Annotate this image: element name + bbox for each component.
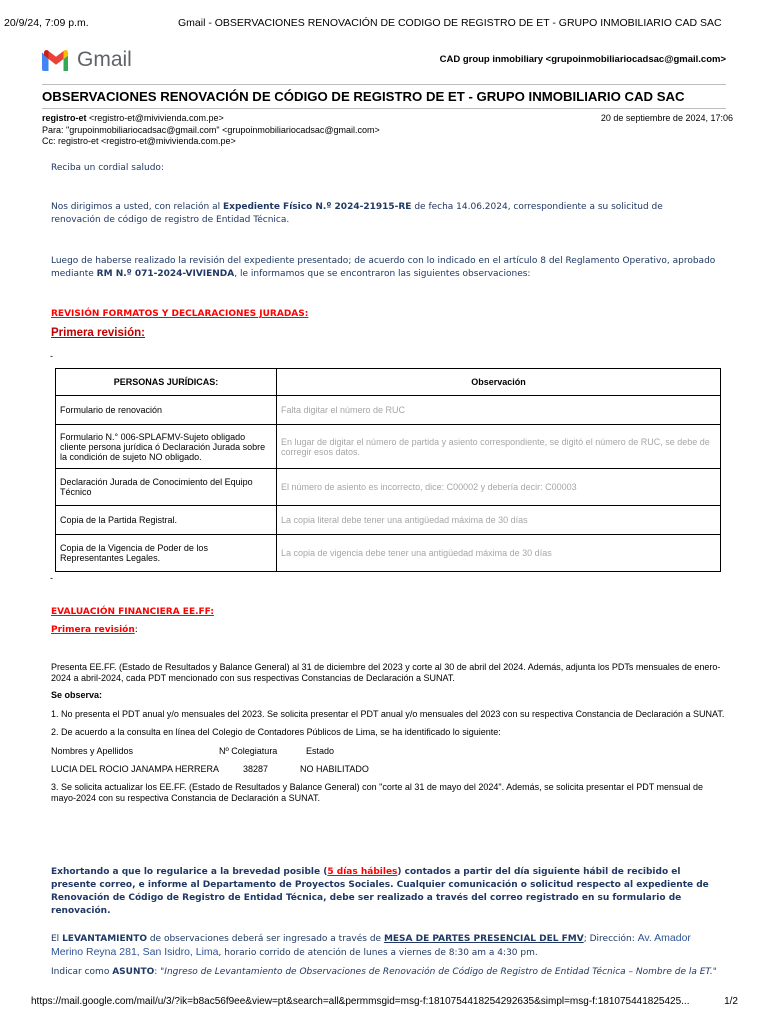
colegio-header-status: Estado xyxy=(306,746,335,756)
table-row xyxy=(56,396,721,425)
table-cell: La copia de vigencia debe tener una antigüedad máxima de 30 días xyxy=(277,535,721,572)
table-cell: La copia literal debe tener una antigüedad máxima de 30 días xyxy=(277,506,721,535)
observation-3: 3. Se solicita actualizar los EE.FF. (Estado de Resultados y Balance General) con "corte al 31 de mayo del 2024". Además, se solicita presentar el PDT mensual de mayo-2024 con su respectiva Constancia de Declaración a SUNAT. xyxy=(51,782,704,803)
print-datetime: 20/9/24, 7:09 p.m. xyxy=(4,17,89,29)
table-cell: Falta digitar el número de RUC xyxy=(277,396,721,425)
expediente-number: Expediente Físico N.º 2024-21915-RE xyxy=(222,202,412,212)
deadline: 5 días hábiles xyxy=(327,867,398,877)
divider-subject xyxy=(42,108,726,109)
paragraph-revision: Luego de haberse realizado la revisión del expediente presentado; de acuerdo con lo indicado en el artículo 8 del Reglamento Operativo, aprobado mediante RM N.º 071-2024-VIVIENDA, le informamos que se encontraron las siguientes observaciones: xyxy=(51,256,716,279)
section-formatos-subtitle: Primera revisión: xyxy=(51,327,145,339)
asunto-text: "Ingreso de Levantamiento de Observaciones de Renovación de Código de Registro de Entidad Técnica – Nombre de la ET." xyxy=(160,967,717,977)
table-cell: Formulario N.° 006-SPLAFMV-Sujeto obligado cliente persona jurídica ó Declaración Jurada sobre la condición de sujeto NO obligado. xyxy=(56,425,277,469)
section-formatos-title: REVISIÓN FORMATOS Y DECLARACIONES JURADAS: xyxy=(51,309,309,319)
sender[interactable] xyxy=(42,113,562,125)
closing-paragraph: Exhortando a que lo regularice a la brevedad posible (5 días hábiles) contados a partir del día siguiente hábil de recibido el presente correo, e informe al Departamento de Proyectos Sociales. Cualquier comunicación o solicitud respecto al expediente de Renovación de Código de Registro de Entidad Técnica, debe ser realizado a través del correo registrado en su formulario de renovación. xyxy=(51,867,709,916)
gmail-logo[interactable] xyxy=(42,49,70,71)
colegio-number: 38287 xyxy=(243,764,269,774)
table-row xyxy=(56,469,721,506)
message-date: 20 de septiembre de 2024, 17:06 xyxy=(600,113,733,123)
table-row xyxy=(56,506,721,535)
colegio-header-name: Nombres y Apellidos xyxy=(51,746,134,756)
table-cell: Formulario de renovación xyxy=(56,396,277,425)
greeting: Reciba un cordial saludo: xyxy=(51,163,164,173)
table-cell: Copia de la Vigencia de Poder de los Representantes Legales. xyxy=(56,535,277,572)
section-financiera-title: EVALUACIÓN FINANCIERA EE.FF: xyxy=(51,607,214,617)
asunto-paragraph: Indicar como ASUNTO: "Ingreso de Levantamiento de Observaciones de Renovación de Código de Registro de Entidad Técnica – Nombre de la ET." xyxy=(51,967,717,977)
sender-name: registro-et xyxy=(42,113,87,123)
table-cell: Copia de la Partida Registral. xyxy=(56,506,277,535)
print-url: https://mail.google.com/mail/u/3/?ik=b8ac56f9ee&view=pt&search=all&permmsgid=msg-f:1810754418254292635&simpl=msg-f:181075441825425... xyxy=(31,996,690,1007)
table-header-row xyxy=(56,369,721,396)
address: Av. Amador Merino Reyna 281, San Isidro, Lima xyxy=(51,932,691,958)
levantamiento-paragraph: El LEVANTAMIENTO de observaciones deberá ser ingresado a través de MESA DE PARTES PRESENCIAL DEL FMV; Dirección: Av. Amador Merino Reyna 281, San Isidro, Lima, horario corrido de atención de lunes a viernes de 8:30 am a 4:30 pm. xyxy=(51,932,691,958)
table-row xyxy=(56,535,721,572)
section-financiera-subtitle: Primera revisión: xyxy=(51,625,138,635)
ef-presenta: Presenta EE.FF. (Estado de Resultados y Balance General) al 31 de diciembre del 2023 y corte al 30 de abril del 2024. Además, adjunta los PDTs mensuales de enero-2024 a abril-2024, cada PDT mencionado con sus respectivas Constancias de Declaración a SUNAT. xyxy=(51,662,721,683)
message-header xyxy=(42,113,562,148)
paragraph-expediente: Nos dirigimos a usted, con relación al Expediente Físico N.º 2024-21915-RE de fecha 14.06.2024, correspondiente a su solicitud de renovación de código de registro de Entidad Técnica. xyxy=(51,202,663,225)
table-row xyxy=(56,425,721,469)
dash-separator: - xyxy=(50,573,53,583)
gmail-logo-icon xyxy=(42,49,70,71)
gmail-wordmark: Gmail xyxy=(77,48,132,71)
observation-2: 2. De acuerdo a la consulta en línea del Colegio de Contadores Públicos de Lima, se ha identificado lo siguiente: xyxy=(51,727,501,737)
colegio-header-number: Nº Colegiatura xyxy=(219,746,278,756)
recipient-to: Para: "grupoinmobiliariocadsac@gmail.com" <grupoinmobiliariocadsac@gmail.com> xyxy=(42,124,380,135)
table-cell: En lugar de digitar el número de partida y asiento correspondiente, se digitó el número de RUC, se debe de corregir esos datos. xyxy=(277,425,721,469)
account-email: CAD group inmobiliary <grupoinmobiliariocadsac@gmail.com> xyxy=(439,54,726,65)
column-header-observacion: Observación xyxy=(277,369,721,396)
recipient-cc: Cc: registro-et <registro-et@mivivienda.com.pe> xyxy=(42,136,236,146)
mesa-partes: MESA DE PARTES PRESENCIAL DEL FMV xyxy=(383,934,584,944)
observations-table xyxy=(55,368,721,572)
observation-1: 1. No presenta el PDT anual y/o mensuales del 2023. Se solicita presentar el PDT anual y/o mensuales del 2023 con su respectiva Constancia de Declaración a SUNAT. xyxy=(51,709,725,719)
dash-separator: - xyxy=(50,351,53,361)
table-cell: Declaración Jurada de Conocimiento del Equipo Técnico xyxy=(56,469,277,506)
column-header-personas: PERSONAS JURÍDICAS: xyxy=(56,369,277,396)
print-page-number: 1/2 xyxy=(724,996,738,1007)
sender-email: <registro-et@mivivienda.com.pe> xyxy=(89,113,224,123)
print-page-title: Gmail - OBSERVACIONES RENOVACIÓN DE CODIGO DE REGISTRO DE ET - GRUPO INMOBILIARIO CAD SAC xyxy=(178,17,722,29)
se-observa-label: Se observa: xyxy=(51,690,103,700)
divider-top xyxy=(42,84,726,85)
colegio-status: NO HABILITADO xyxy=(300,764,369,774)
table-cell: El número de asiento es incorrecto, dice: C00002 y debería decir: C00003 xyxy=(277,469,721,506)
resolution-number: RM N.º 071-2024-VIVIENDA xyxy=(96,269,235,279)
email-subject: OBSERVACIONES RENOVACIÓN DE CÓDIGO DE REGISTRO DE ET - GRUPO INMOBILIARIO CAD SAC xyxy=(42,89,685,104)
colegio-name: LUCIA DEL ROCIO JANAMPA HERRERA xyxy=(51,764,220,774)
